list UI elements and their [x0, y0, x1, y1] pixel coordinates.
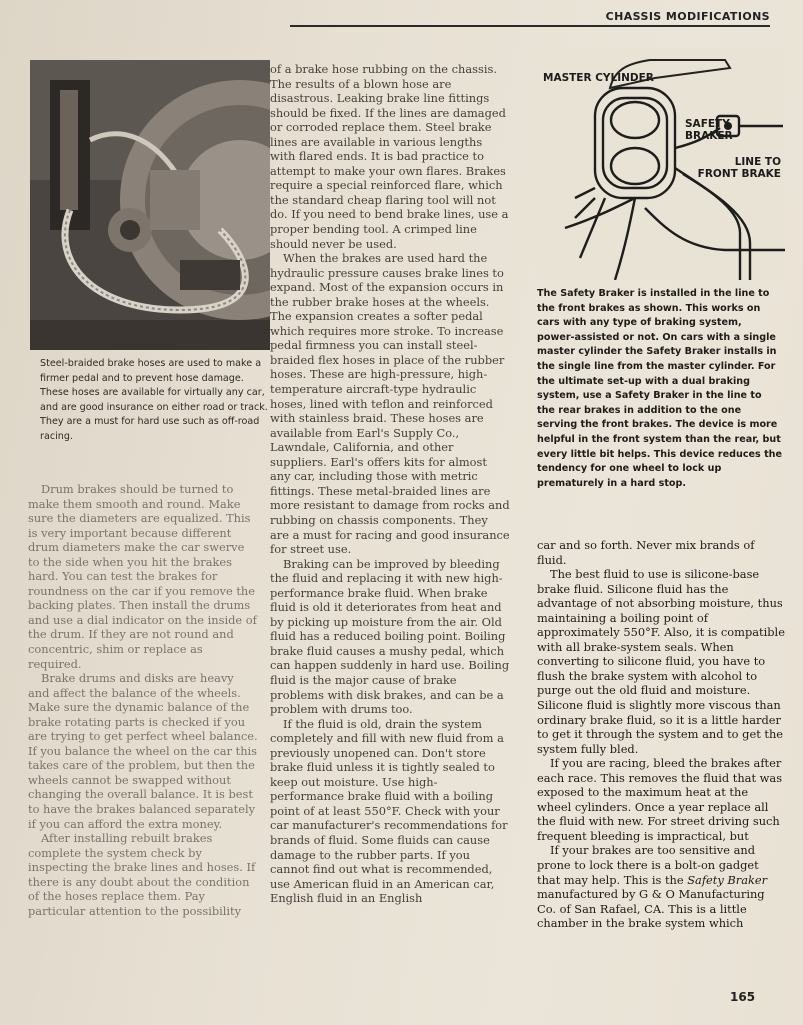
paragraph-safety-braker: [537, 843, 785, 930]
label-line-to-front-brake: LINE TO FRONT BRAKE: [697, 156, 781, 180]
header-rule: [290, 25, 770, 27]
paragraph: of a brake hose rubbing on the chassis. The results of a blown hose are disastrous. Leaking brake line fittings should be fixed. If the lines are damaged or corroded replace them. Steel brake lines are available in various lengths with flared ends. It is bad practice to attempt to make your own flares. Brakes require a special reinforced flare, which the standard cheap flaring tool will not do. If you need to bend brake lines, use a proper bending tool. A crimped line should never be used.: [270, 62, 509, 251]
text-run: If your brakes are too sensitive and prone to lock there is a bolt-on gadget that may help. This is the: [537, 843, 759, 887]
paragraph: After installing rebuilt brakes complete the system check by inspecting the brake lines and hoses. If there is any doubt about the condition of the hoses replace them. Pay particular attention to the possibility: [28, 831, 256, 918]
paragraph: Drum brakes should be turned to make them smooth and round. Make sure the diameters are equalized. This is very important because different drum diameters make the car swerve to the side when you hit the brakes hard. You can test the brakes for roundness on the car if you remove the backing plates. Then install the drums and use a dial indicator on the inside of the drum. If they are not round and concentric, shim or replace as required.: [28, 482, 257, 671]
label-master-cylinder: MASTER CYLINDER: [543, 72, 654, 84]
section-title: CHASSIS MODIFICATIONS: [605, 10, 770, 23]
brake-hose-photo: [30, 60, 270, 350]
text-column-middle: [270, 62, 510, 906]
paragraph: If the fluid is old, drain the system completely and fill with new fluid from a previously unopened can. Don't store brake fluid unless it is tightly sealed to keep out moisture. Use high-performance brake fluid with a boiling point of at least 550°F. Check with your car manufacturer's recommendations for brands of fluid. Some fluids can cause damage to the rubber parts. If you cannot find out what is recommended, use American fluid in an American car, English fluid in an English: [270, 716, 508, 906]
photo-caption: Steel-braided brake hoses are used to make a firmer pedal and to prevent hose damage. These hoses are available for virtually any car, and are good insurance on either road or track. They are a must for hard use such as off-road racing.: [40, 358, 268, 442]
label-safety-braker: SAFETY BRAKER: [685, 118, 733, 142]
text-column-left: [28, 482, 258, 918]
paragraph: Braking can be improved by bleeding the fluid and replacing it with new high-performance brake fluid. When brake fluid is old it deteriorates from heat and by picking up moisture from the air. Old fluid has a reduced boiling point. Boiling brake fluid causes a mushy pedal, which can happen suddenly in hard use. Boiling fluid is the major cause of brake problems with disk brakes, and can be a problem with drums too.: [270, 556, 510, 717]
brake-hose-illustration: [30, 60, 270, 350]
diagram-caption: The Safety Braker is installed in the line to the front brakes as shown. This works on cars with any type of braking system, power-assisted or not. On cars with a single master cylinder the Safety Braker installs in the single line from the master cylinder. For the ultimate set-up with a dual braking system, use a Safety Braker in the line to the rear brakes in addition to the one serving the front brakes. The device is more helpful in the front system than the rear, but every little bit helps. This device reduces the tendency for one wheel to lock up prematurely in a hard stop.: [537, 288, 783, 489]
text-run: manufactured by G & O Manufacturing Co. of San Rafael, CA. This is a little chamber in the brake system which: [537, 887, 765, 931]
paragraph: Brake drums and disks are heavy and affect the balance of the wheels. Make sure the dynamic balance of the brake rotating parts is checked if you are trying to get perfect wheel balance. If you balance the wheel on the car this takes care of the problem, but then the wheels cannot be swapped without changing the overall balance. It is best to have the brakes balanced separately if you can afford the extra money.: [28, 671, 258, 831]
text-column-right: [537, 538, 785, 931]
paragraph: If you are racing, bleed the brakes after each race. This removes the fluid that was exposed to the maximum heat at the wheel cylinders. Once a year replace all the fluid with new. For street driving such frequent bleeding is impractical, but: [537, 756, 783, 843]
safety-braker-diagram: [535, 48, 785, 280]
paragraph: When the brakes are used hard the hydraulic pressure causes brake lines to expand. Most of the expansion occurs in the rubber brake hoses at the wheels. The expansion creates a softer pedal which requires more stroke. To increase pedal firmness you can install steel-braided flex hoses in place of the rubber hoses. These are high-pressure, high-temperature aircraft-type hydraulic hoses, lined with teflon and reinforced with stainless braid. These hoses are available from Earl's Supply Co., Lawndale, California, and other suppliers. Earl's offers kits for almost any car, including those with metric fittings. These metal-braided lines are more resistant to damage from rocks and rubbing on chassis components. They are a must for racing and good insurance for street use.: [270, 251, 510, 557]
paragraph: car and so forth. Never mix brands of fluid.: [537, 538, 755, 567]
paragraph: The best fluid to use is silicone-base brake fluid. Silicone fluid has the advantage of not absorbing moisture, thus maintaining a boiling point of approximately 550°F. Also, it is compatible with all brake-system seals. When converting to silicone fluid, you have to flush the brake system with alcohol to purge out the old fluid and moisture. Silicone fluid is slightly more viscous than ordinary brake fluid, so it is a little harder to get it through the system and to get the system fully bled.: [537, 567, 785, 756]
page-number: 165: [730, 990, 756, 1004]
product-name: Safety Braker: [687, 872, 768, 887]
